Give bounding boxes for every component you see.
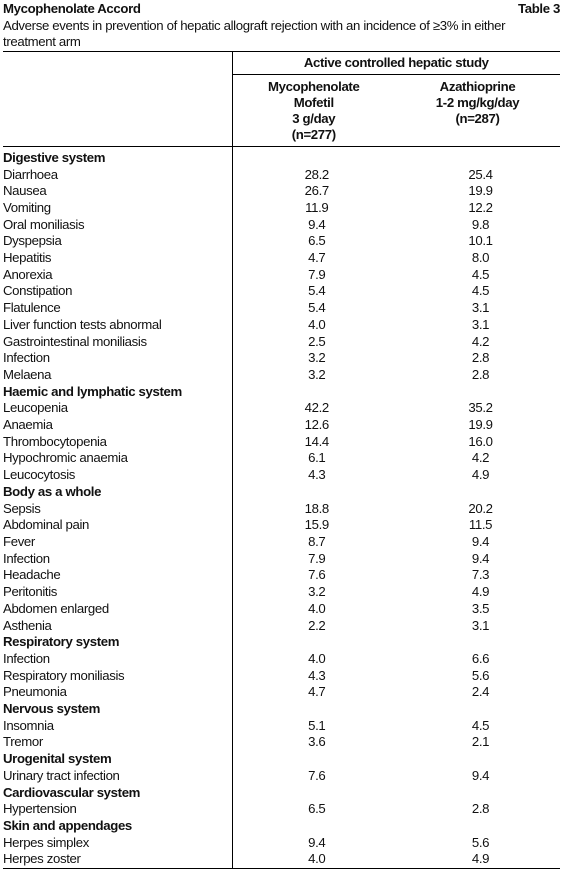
- azathioprine-value: 19.9: [468, 183, 493, 199]
- mycophenolate-value: 3.2: [232, 367, 395, 384]
- table-row: [3, 835, 560, 852]
- table-row: [3, 567, 560, 584]
- event-label: Infection: [3, 550, 50, 566]
- event-label: Asthenia: [3, 617, 52, 633]
- table-row: [3, 417, 560, 434]
- empty-cell: [232, 146, 395, 166]
- mycophenolate-value: 4.0: [232, 851, 395, 868]
- azathioprine-value: 4.9: [395, 851, 560, 868]
- azathioprine-value: 2.8: [471, 801, 490, 817]
- event-label: Anorexia: [3, 266, 53, 282]
- event-label: Gastrointestinal moniliasis: [3, 333, 147, 349]
- azathioprine-value: 8.0: [471, 250, 490, 266]
- section-header-row: [3, 785, 560, 802]
- event-label: Insomnia: [3, 717, 54, 733]
- column-header-line: Mycophenolate: [268, 78, 360, 94]
- column-header-line: 1-2 mg/kg/day: [435, 94, 520, 110]
- mycophenolate-value: 9.4: [232, 835, 395, 852]
- azathioprine-value: 5.6: [471, 834, 490, 850]
- column-header-azathioprine: [395, 74, 560, 146]
- table-row: [3, 400, 560, 417]
- event-label: Constipation: [3, 283, 73, 299]
- table-row: [3, 217, 560, 234]
- table-row: [3, 534, 560, 551]
- header-line: [3, 1, 560, 18]
- mycophenolate-value: 7.9: [232, 267, 395, 284]
- table-row: [3, 618, 560, 635]
- mycophenolate-value: 14.4: [232, 434, 395, 451]
- azathioprine-value: 3.1: [471, 300, 490, 316]
- table-row: [3, 283, 560, 300]
- event-label: Hypertension: [3, 801, 77, 817]
- mycophenolate-value: 5.4: [232, 283, 395, 300]
- event-label: Sepsis: [3, 500, 41, 516]
- mycophenolate-value: 7.6: [232, 567, 395, 584]
- empty-label-header: [3, 74, 232, 146]
- table-row: [3, 450, 560, 467]
- mycophenolate-value: 7.9: [232, 551, 395, 568]
- column-header-line: 3 g/day: [292, 110, 336, 126]
- mycophenolate-value: 4.0: [232, 601, 395, 618]
- table-row: [3, 467, 560, 484]
- adverse-events-table: [3, 51, 560, 869]
- table-row: [3, 601, 560, 618]
- mycophenolate-value: 28.2: [232, 167, 395, 184]
- section-name: Body as a whole: [3, 483, 102, 499]
- azathioprine-value: 2.8: [471, 366, 490, 382]
- table-row: [3, 317, 560, 334]
- table-caption: Adverse events in prevention of hepatic allograft rejection with an incidence of ≥3% in either treatment arm: [3, 17, 506, 50]
- azathioprine-value: 6.6: [471, 650, 490, 666]
- section-header-row: [3, 146, 560, 166]
- empty-cell: [395, 146, 560, 166]
- document-page: [0, 1, 562, 869]
- event-label: Urinary tract infection: [3, 767, 120, 783]
- section-header-row: [3, 751, 560, 768]
- azathioprine-value: 20.2: [468, 500, 493, 516]
- azathioprine-value: 2.4: [471, 684, 490, 700]
- mycophenolate-value: 3.6: [232, 734, 395, 751]
- mycophenolate-value: 12.6: [232, 417, 395, 434]
- empty-cell: [232, 634, 395, 651]
- event-label: Infection: [3, 350, 50, 366]
- event-label: Hypochromic anaemia: [3, 450, 128, 466]
- event-label: Liver function tests abnormal: [3, 316, 162, 332]
- event-label: Infection: [3, 650, 50, 666]
- azathioprine-value: 9.4: [471, 550, 490, 566]
- event-label: Pneumonia: [3, 684, 67, 700]
- column-header-line: Azathioprine: [439, 78, 516, 94]
- table-row: [3, 517, 560, 534]
- azathioprine-value: 2.1: [471, 734, 490, 750]
- mycophenolate-value: 15.9: [232, 517, 395, 534]
- mycophenolate-value: 7.6: [232, 768, 395, 785]
- section-name: Digestive system: [3, 149, 106, 165]
- mycophenolate-value: 3.2: [232, 350, 395, 367]
- section-name: Respiratory system: [3, 634, 120, 650]
- mycophenolate-value: 11.9: [232, 200, 395, 217]
- mycophenolate-value: 4.0: [232, 317, 395, 334]
- azathioprine-value: 16.0: [468, 433, 493, 449]
- table-row: [3, 334, 560, 351]
- empty-cell: [232, 751, 395, 768]
- table-row: [3, 651, 560, 668]
- empty-cell: [395, 818, 560, 835]
- table-row: [3, 300, 560, 317]
- event-label: Abdominal pain: [3, 517, 90, 533]
- azathioprine-value: 35.2: [468, 400, 493, 416]
- mycophenolate-value: 6.5: [232, 233, 395, 250]
- empty-cell: [232, 818, 395, 835]
- table-body: [3, 146, 560, 868]
- mycophenolate-value: 6.1: [232, 450, 395, 467]
- empty-cell: [395, 634, 560, 651]
- empty-corner-cell: [3, 52, 232, 75]
- empty-cell: [232, 701, 395, 718]
- column-header-line: (n=287): [455, 110, 500, 126]
- table-row: [3, 551, 560, 568]
- event-label: Leucopenia: [3, 400, 68, 416]
- section-header-row: [3, 634, 560, 651]
- mycophenolate-value: 9.4: [232, 217, 395, 234]
- empty-cell: [395, 701, 560, 718]
- table-label: Table 3: [517, 1, 560, 16]
- mycophenolate-value: 4.7: [232, 250, 395, 267]
- empty-cell: [232, 384, 395, 401]
- mycophenolate-value: 5.4: [232, 300, 395, 317]
- table-row: [3, 851, 560, 868]
- table-row: [3, 167, 560, 184]
- empty-cell: [395, 384, 560, 401]
- azathioprine-value: 4.2: [471, 450, 490, 466]
- table-row: [3, 183, 560, 200]
- column-header-mycophenolate: [232, 74, 395, 146]
- mycophenolate-value: 2.5: [232, 334, 395, 351]
- event-label: Herpes simplex: [3, 834, 89, 850]
- section-name: Haemic and lymphatic system: [3, 383, 182, 399]
- empty-cell: [395, 785, 560, 802]
- azathioprine-value: 7.3: [471, 567, 490, 583]
- table-row: [3, 718, 560, 735]
- azathioprine-value: 3.5: [471, 600, 490, 616]
- section-header-row: [3, 384, 560, 401]
- table-row: [3, 501, 560, 518]
- table-row: [3, 350, 560, 367]
- event-label: Vomiting: [3, 199, 51, 215]
- section-name: Cardiovascular system: [3, 784, 141, 800]
- column-header-line: (n=277): [291, 126, 336, 142]
- azathioprine-value: 9.4: [471, 767, 490, 783]
- table-row: [3, 584, 560, 601]
- section-header-row: [3, 701, 560, 718]
- event-label: Anaemia: [3, 417, 53, 433]
- mycophenolate-value: 42.2: [232, 400, 395, 417]
- event-label: Tremor: [3, 734, 43, 750]
- table-row: [3, 233, 560, 250]
- azathioprine-value: 9.8: [471, 216, 490, 232]
- mycophenolate-value: 3.2: [232, 584, 395, 601]
- azathioprine-value: 3.1: [471, 617, 490, 633]
- table-row: [3, 734, 560, 751]
- section-header-row: [3, 818, 560, 835]
- empty-cell: [232, 785, 395, 802]
- mycophenolate-value: 26.7: [232, 183, 395, 200]
- azathioprine-value: 4.2: [471, 333, 490, 349]
- table-row: [3, 200, 560, 217]
- table-row: [3, 684, 560, 701]
- section-name: Urogenital system: [3, 751, 112, 767]
- mycophenolate-value: 8.7: [232, 534, 395, 551]
- table-row: [3, 768, 560, 785]
- event-label: Hepatitis: [3, 250, 52, 266]
- event-label: Leucocytosis: [3, 467, 76, 483]
- mycophenolate-value: 5.1: [232, 718, 395, 735]
- mycophenolate-value: 4.3: [232, 467, 395, 484]
- mycophenolate-value: 4.0: [232, 651, 395, 668]
- mycophenolate-value: 6.5: [232, 801, 395, 818]
- azathioprine-value: 12.2: [468, 199, 493, 215]
- azathioprine-value: 19.9: [468, 417, 493, 433]
- mycophenolate-value: 4.3: [232, 668, 395, 685]
- event-label: Fever: [3, 533, 35, 549]
- azathioprine-value: 11.5: [468, 517, 493, 533]
- event-label: Respiratory moniliasis: [3, 667, 125, 683]
- event-label: Oral moniliasis: [3, 216, 85, 232]
- event-label: Abdomen enlarged: [3, 600, 109, 616]
- event-label: Melaena: [3, 366, 52, 382]
- section-name: Skin and appendages: [3, 817, 132, 833]
- event-label: Dyspepsia: [3, 233, 62, 249]
- event-label: Thrombocytopenia: [3, 433, 107, 449]
- mycophenolate-value: 18.8: [232, 501, 395, 518]
- event-label: Flatulence: [3, 300, 61, 316]
- mycophenolate-value: 4.7: [232, 684, 395, 701]
- azathioprine-value: 25.4: [468, 166, 493, 182]
- event-label: Peritonitis: [3, 584, 58, 600]
- event-label: Headache: [3, 567, 61, 583]
- column-header-line: Mofetil: [293, 94, 334, 110]
- table-row: [3, 267, 560, 284]
- empty-cell: [395, 751, 560, 768]
- table-row: [3, 801, 560, 818]
- azathioprine-value: 4.5: [471, 266, 490, 282]
- azathioprine-value: 4.9: [471, 467, 490, 483]
- mycophenolate-value: 2.2: [232, 618, 395, 635]
- table-row: [3, 250, 560, 267]
- table-row: [3, 367, 560, 384]
- azathioprine-value: 4.5: [471, 717, 490, 733]
- table-row: [3, 434, 560, 451]
- empty-cell: [395, 484, 560, 501]
- azathioprine-value: 5.6: [471, 667, 490, 683]
- document-title: Mycophenolate Accord: [3, 1, 141, 16]
- group-header: Active controlled hepatic study: [232, 52, 560, 75]
- empty-cell: [232, 484, 395, 501]
- table-row: [3, 668, 560, 685]
- azathioprine-value: 2.8: [471, 350, 490, 366]
- section-name: Nervous system: [3, 701, 100, 717]
- azathioprine-value: 4.9: [471, 584, 490, 600]
- azathioprine-value: 9.4: [471, 533, 490, 549]
- azathioprine-value: 10.1: [468, 233, 493, 249]
- event-label: Nausea: [3, 183, 47, 199]
- section-header-row: [3, 484, 560, 501]
- event-label: Diarrhoea: [3, 166, 58, 182]
- event-label: Herpes zoster: [3, 851, 232, 868]
- azathioprine-value: 3.1: [471, 316, 490, 332]
- azathioprine-value: 4.5: [471, 283, 490, 299]
